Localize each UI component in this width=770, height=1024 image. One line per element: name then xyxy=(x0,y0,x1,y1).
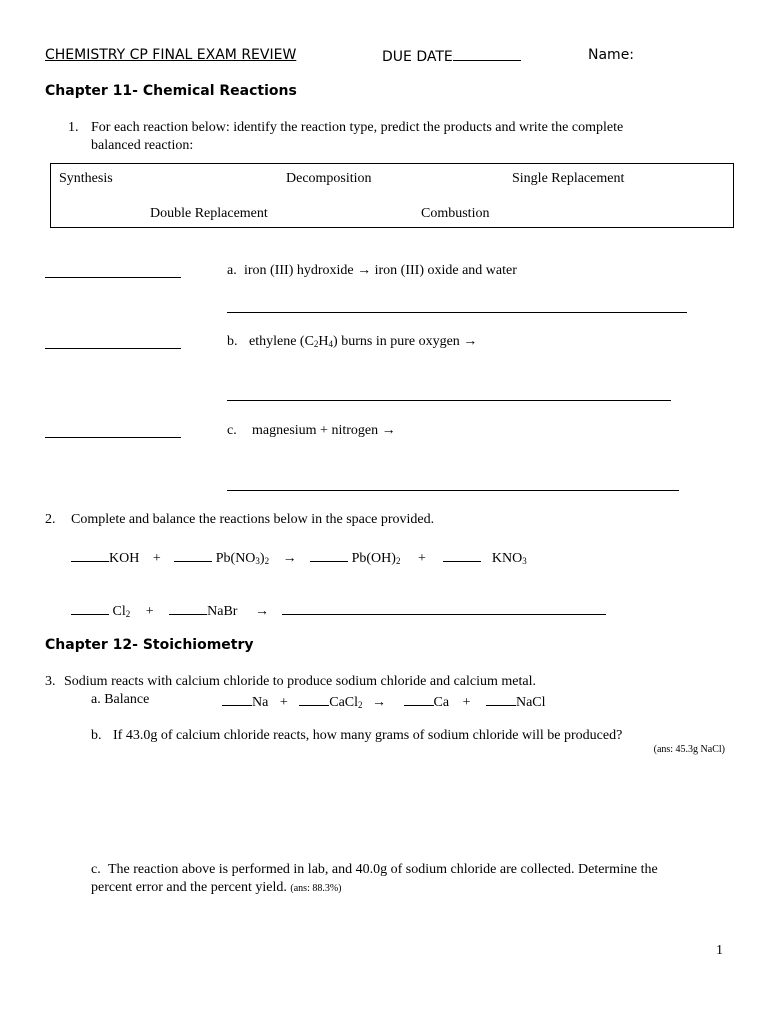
page-number: 1 xyxy=(716,943,723,958)
type-combustion: Combustion xyxy=(421,206,490,221)
q1b-text-part: ethylene (C xyxy=(249,334,314,349)
q2-equation-1 xyxy=(71,548,527,567)
kno3-formula: KNO xyxy=(491,551,523,566)
name-label: Name: xyxy=(588,47,635,63)
plus-sign: + xyxy=(462,695,471,710)
q3-number: 3. xyxy=(45,674,56,689)
ca-formula: Ca xyxy=(433,695,450,710)
coefficient-blank[interactable] xyxy=(299,692,329,706)
q1a-type-blank[interactable] xyxy=(45,277,181,278)
q1b-answer-line[interactable] xyxy=(227,400,671,401)
chapter-11-heading: Chapter 11- Chemical Reactions xyxy=(45,83,297,99)
pbno3-formula: Pb(NO xyxy=(215,551,256,566)
arrow-icon: → xyxy=(372,695,387,710)
q1b-type-blank[interactable] xyxy=(45,348,181,349)
q3c-label: c. xyxy=(91,862,101,877)
q1b-subscript: 4 xyxy=(328,339,334,349)
q1b-subscript: 2 xyxy=(313,339,319,349)
q3c-text-line1: The reaction above is performed in lab, and 40.0g of sodium chloride are collected. Determine the xyxy=(108,862,658,877)
q1a-answer-line[interactable] xyxy=(227,312,687,313)
q3b-label: b. xyxy=(91,728,102,743)
coefficient-blank[interactable] xyxy=(310,548,348,562)
q2-equation-2 xyxy=(71,601,606,620)
pboh2-formula: Pb(OH) xyxy=(351,551,396,566)
arrow-icon: → xyxy=(254,604,269,619)
q3c-text-part: percent error and the percent yield. xyxy=(91,880,287,895)
subscript: 2 xyxy=(125,609,131,619)
q3b-text: If 43.0g of calcium chloride reacts, how many grams of sodium chloride will be produced? xyxy=(113,728,623,743)
coefficient-blank[interactable] xyxy=(71,601,109,615)
subscript: 2 xyxy=(395,556,401,566)
plus-sign: + xyxy=(279,695,288,710)
due-date-field xyxy=(382,47,521,65)
type-single-replacement: Single Replacement xyxy=(512,171,625,186)
na-formula: Na xyxy=(252,695,269,710)
q2-prompt: Complete and balance the reactions below in the space provided. xyxy=(71,512,435,527)
arrow-icon: → xyxy=(282,551,297,566)
cl2-formula: Cl xyxy=(112,604,126,619)
document-title: CHEMISTRY CP FINAL EXAM REVIEW xyxy=(45,47,297,63)
q1b-text-part: H xyxy=(318,334,329,349)
q2-number: 2. xyxy=(45,512,56,527)
q3a-label: a. Balance xyxy=(91,692,150,707)
coefficient-blank[interactable] xyxy=(443,548,481,562)
q3-prompt: Sodium reacts with calcium chloride to produce sodium chloride and calcium metal. xyxy=(64,674,536,689)
reaction-types-box xyxy=(50,163,734,228)
q1b-text-part: ) burns in pure oxygen → xyxy=(333,334,478,349)
type-double-replacement: Double Replacement xyxy=(150,206,268,221)
subscript: 2 xyxy=(264,556,270,566)
coefficient-blank[interactable] xyxy=(222,692,252,706)
subscript: 2 xyxy=(358,700,363,710)
q1c-label: c. xyxy=(227,423,237,438)
plus-sign: + xyxy=(417,551,426,566)
cacl2-formula: CaCl xyxy=(329,695,359,710)
type-decomposition: Decomposition xyxy=(286,171,372,186)
nacl-formula: NaCl xyxy=(515,695,546,710)
koh-formula: KOH xyxy=(109,551,140,566)
q1b-label: b. xyxy=(227,334,238,349)
due-date-label: DUE DATE xyxy=(382,49,453,65)
q2-eq2-answer-line[interactable] xyxy=(282,601,606,615)
q3a-equation xyxy=(222,692,546,711)
due-date-blank[interactable] xyxy=(453,47,521,61)
plus-sign: + xyxy=(145,604,154,619)
coefficient-blank[interactable] xyxy=(486,692,516,706)
q3c-answer: (ans: 88.3%) xyxy=(290,883,342,894)
q1b-text xyxy=(249,334,477,350)
q1c-answer-line[interactable] xyxy=(227,490,679,491)
type-synthesis: Synthesis xyxy=(59,171,113,186)
subscript: 3 xyxy=(255,556,260,566)
coefficient-blank[interactable] xyxy=(71,548,109,562)
plus-sign: + xyxy=(152,551,161,566)
q1a-text: iron (III) hydroxide → iron (III) oxide and water xyxy=(244,263,517,278)
q1-number: 1. xyxy=(68,120,79,135)
coefficient-blank[interactable] xyxy=(174,548,212,562)
q1-prompt-line1: For each reaction below: identify the reaction type, predict the products and write the complete xyxy=(91,120,624,135)
q3c-text-line2 xyxy=(91,880,342,896)
q1c-text: magnesium + nitrogen → xyxy=(252,423,396,438)
q1-prompt-line2: balanced reaction: xyxy=(91,138,194,153)
coefficient-blank[interactable] xyxy=(169,601,207,615)
coefficient-blank[interactable] xyxy=(404,692,434,706)
chapter-12-heading: Chapter 12- Stoichiometry xyxy=(45,637,254,653)
q3b-answer: (ans: 45.3g NaCl) xyxy=(653,744,725,755)
pbno3-formula: ) xyxy=(259,551,265,566)
nabr-formula: NaBr xyxy=(207,604,238,619)
q1c-type-blank[interactable] xyxy=(45,437,181,438)
q1a-label: a. xyxy=(227,263,237,278)
subscript: 3 xyxy=(522,556,527,566)
